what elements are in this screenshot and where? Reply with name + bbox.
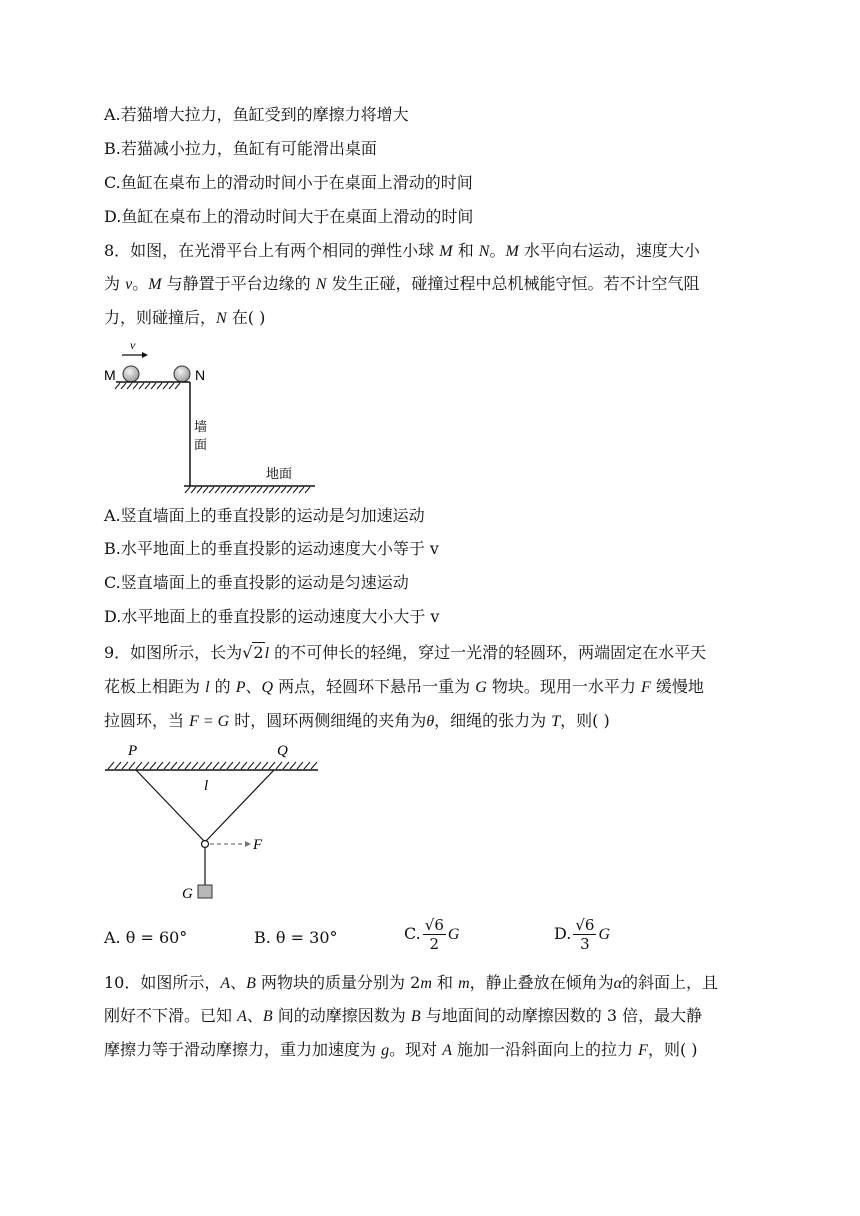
ball-n bbox=[174, 366, 190, 382]
ceiling-hatching bbox=[108, 762, 317, 769]
point-p-label: P bbox=[128, 743, 138, 759]
q8-option-b: B.水平地面上的垂直投影的运动速度大小等于 v bbox=[104, 539, 439, 558]
ground-label: 地面 bbox=[266, 467, 293, 482]
q9-stem-line1: 9．如图所示，长为√2l 的不可伸长的轻绳，穿过一光滑的轻圆环，两端固定在水平天 bbox=[104, 643, 707, 662]
q8-stem-line2: 为 v。M 与静置于平台边缘的 N 发生正碰，碰撞过程中总机械能守恒。若不计空气阻 bbox=[104, 274, 700, 293]
q10-stem-line3: 摩擦力等于滑动摩擦力，重力加速度为 g。现对 A 施加一沿斜面向上的拉力 F，则( ) bbox=[104, 1040, 698, 1059]
q9-figure bbox=[100, 738, 330, 908]
q7-option-d: D.鱼缸在桌布上的滑动时间大于在桌面上滑动的时间 bbox=[104, 207, 474, 226]
ball-m bbox=[123, 366, 139, 382]
q9-option-d: D. $\frac{√6}{3}$ G bbox=[554, 916, 611, 953]
q7-option-a: A.若猫增大拉力，鱼缸受到的摩擦力将增大 bbox=[104, 105, 409, 124]
q7-option-c: C.鱼缸在桌布上的滑动时间小于在桌面上滑动的时间 bbox=[104, 173, 473, 192]
velocity-label: v bbox=[130, 338, 136, 352]
ball-m-label: M bbox=[104, 367, 116, 383]
q8-stem-line1: 8．如图，在光滑平台上有两个相同的弹性小球 M 和 N。M 水平向右运动，速度大小 bbox=[104, 241, 700, 260]
q8-figure bbox=[100, 336, 320, 496]
fraction-c: $\frac{√6}{2}$ bbox=[424, 916, 444, 953]
ground-hatching bbox=[185, 487, 310, 493]
q8-option-d: D.水平地面上的垂直投影的运动速度大小大于 v bbox=[104, 607, 440, 626]
q9-option-c: C. $\frac{√6}{2}$ G bbox=[404, 916, 460, 953]
q8-option-a: A.竖直墙面上的垂直投影的运动是匀加速运动 bbox=[104, 506, 425, 525]
block-g bbox=[198, 885, 212, 898]
q9-stem-line3: 拉圆环，当 F = G 时，圆环两侧细绳的夹角为θ，细绳的张力为 T，则( ) bbox=[104, 711, 610, 730]
q9-option-a: A. θ = 60° bbox=[104, 928, 188, 947]
q8-option-c: C.竖直墙面上的垂直投影的运动是匀速运动 bbox=[104, 573, 409, 592]
q9-stem-line2: 花板上相距为 l 的 P、Q 两点，轻圆环下悬吊一重为 G 物块。现用一水平力 F 缓慢地 bbox=[104, 677, 704, 696]
fraction-d: $\frac{√6}{3}$ bbox=[575, 916, 595, 953]
force-f-label: F bbox=[253, 837, 263, 853]
block-g-label: G bbox=[182, 886, 193, 902]
ball-n-label: N bbox=[195, 367, 206, 383]
sqrt-sign: √ bbox=[242, 643, 253, 662]
q8-stem-line3: 力，则碰撞后，N 在( ) bbox=[104, 308, 266, 327]
ring bbox=[202, 841, 209, 848]
wall-label-2: 面 bbox=[194, 438, 208, 453]
velocity-arrowhead bbox=[142, 352, 148, 358]
q7-option-b: B.若猫减小拉力，鱼缸有可能滑出桌面 bbox=[104, 139, 377, 158]
wall-label-1: 墙 bbox=[194, 420, 208, 435]
point-q-label: Q bbox=[277, 743, 288, 759]
q9-option-b: B. θ = 30° bbox=[254, 928, 338, 947]
rope-right bbox=[206, 770, 274, 841]
rope-left bbox=[136, 770, 204, 841]
force-f-arrowhead bbox=[245, 841, 251, 847]
platform-hatching bbox=[115, 383, 180, 389]
q10-stem-line2: 刚好不下滑。已知 A、B 间的动摩擦因数为 B 与地面间的动摩擦因数的 3 倍，最大静 bbox=[104, 1006, 703, 1025]
distance-l-label: l bbox=[204, 778, 209, 794]
q10-stem-line1: 10．如图所示，A、B 两物块的质量分别为 2m 和 m，静止叠放在倾角为α的斜面上，且 bbox=[104, 973, 719, 992]
